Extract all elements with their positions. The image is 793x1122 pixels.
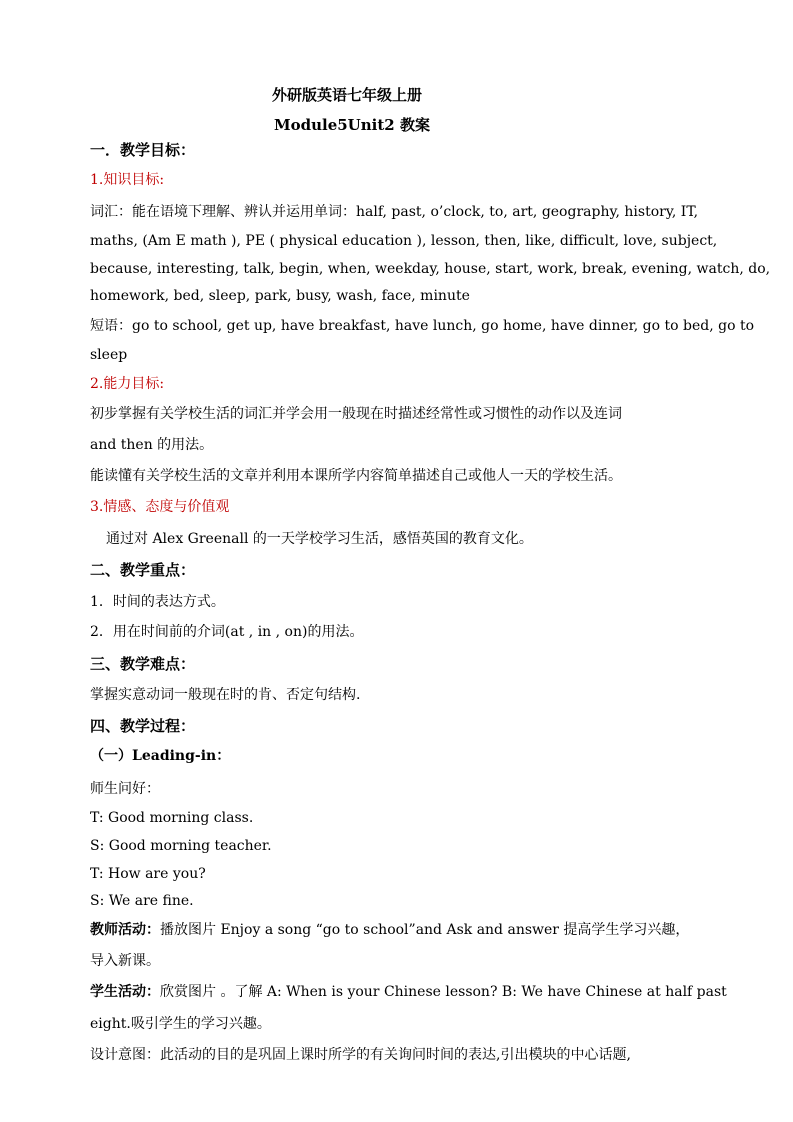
vocab-line: 词汇：能在语境下理解、辨认并运用单词：half, past, o’clock, to, art, geography, history, IT, (90, 204, 699, 220)
knowledge-objective-title: 1.知识目标: (90, 172, 165, 188)
difficulty-line: 掌握实意动词一般现在时的肯、否定句结构. (90, 687, 361, 703)
teacher-activity-cont: 导入新课。 (90, 953, 160, 969)
dialogue-line: T: Good morning class. (90, 810, 254, 826)
dialogue-line: T: How are you? (90, 866, 206, 882)
key-point-item: 2．用在时间前的介词(at , in , on)的用法。 (90, 624, 364, 640)
document-title: 外研版英语七年级上册 (272, 86, 423, 104)
ability-objective-title: 2.能力目标: (90, 376, 165, 392)
section-objectives-heading: 一．教学目标： (90, 141, 196, 159)
vocab-line: maths, (Am E math ), PE ( physical education ), lesson, then, like, difficult, love, subject, (90, 233, 718, 249)
dialogue-line: S: We are fine. (90, 893, 194, 909)
section-key-points-heading: 二、教学重点： (90, 561, 196, 579)
student-activity-cont: eight.吸引学生的学习兴趣。 (90, 1016, 271, 1032)
design-intent-line: 设计意图：此活动的目的是巩固上课时所学的有关询问时间的表达,引出模块的中心话题, (90, 1047, 631, 1063)
teacher-activity-text: 播放图片 Enjoy a song “go to school”and Ask and answer 提高学生学习兴趣， (160, 922, 690, 938)
teacher-activity (90, 920, 689, 940)
student-activity-label: 学生活动： (90, 984, 160, 1000)
student-activity-text: 欣赏图片 。了解 A: When is your Chinese lesson? B: We have Chinese at half past (160, 984, 727, 1000)
vocab-line: because, interesting, talk, begin, when, weekday, house, start, work, break, evening, watch, do, (90, 261, 771, 277)
greeting-title: 师生问好： (90, 781, 160, 797)
teacher-activity-label: 教师活动： (90, 922, 160, 938)
section-difficulty-heading: 三、教学难点： (90, 655, 196, 673)
vocab-line: homework, bed, sleep, park, busy, wash, face, minute (90, 288, 470, 304)
emotion-objective-title: 3.情感、态度与价值观 (90, 499, 230, 515)
key-point-item: 1．时间的表达方式。 (90, 594, 225, 610)
ability-line: 能读懂有关学校生活的文章并利用本课所学内容简单描述自己或他人一天的学校生活。 (90, 468, 622, 484)
student-activity (90, 982, 727, 1002)
leading-in-heading: （一）Leading-in： (90, 748, 231, 764)
ability-line: and then 的用法。 (90, 437, 214, 453)
emotion-line: 通过对 Alex Greenall 的一天学校学习生活，感悟英国的教育文化。 (106, 531, 533, 547)
dialogue-line: S: Good morning teacher. (90, 838, 272, 854)
section-process-heading: 四、教学过程： (90, 717, 196, 735)
phrase-line: 短语：go to school, get up, have breakfast, have lunch, go home, have dinner, go to bed, go to (90, 318, 755, 334)
document-subtitle: Module5Unit2 教案 (274, 116, 430, 134)
ability-line: 初步掌握有关学校生活的词汇并学会用一般现在时描述经常性或习惯性的动作以及连词 (90, 406, 622, 422)
phrase-line: sleep (90, 347, 128, 363)
